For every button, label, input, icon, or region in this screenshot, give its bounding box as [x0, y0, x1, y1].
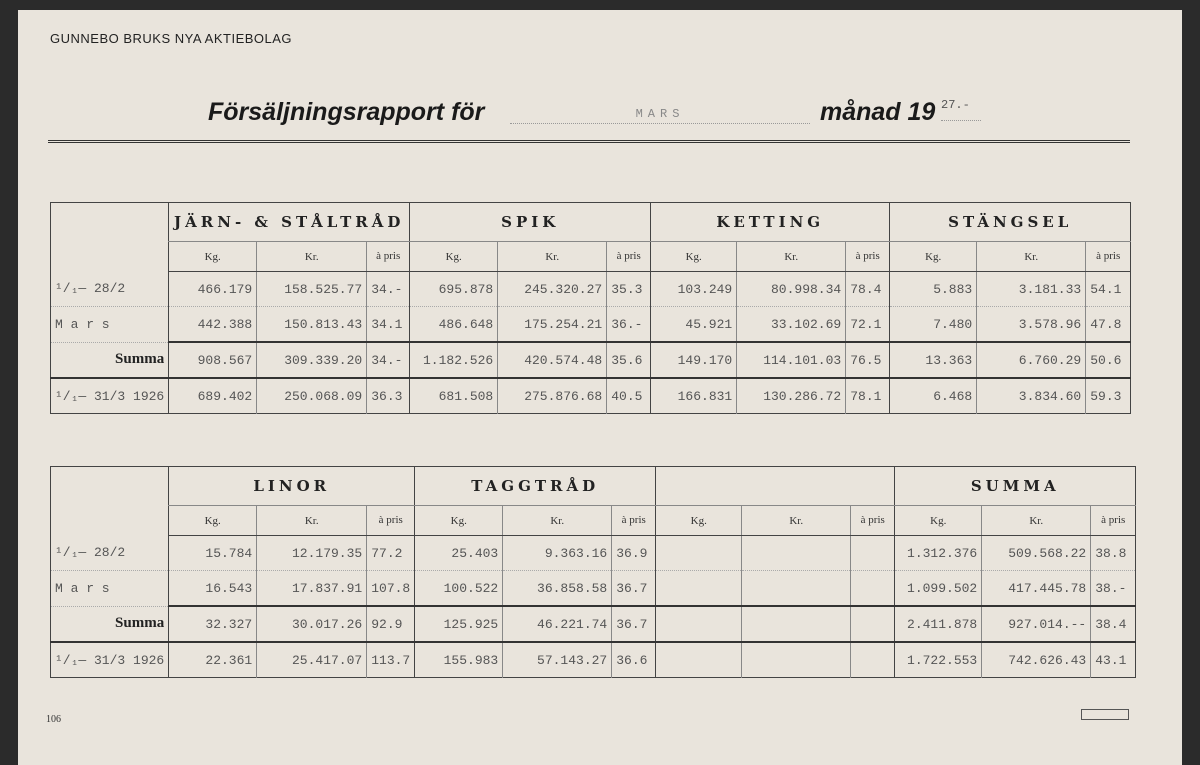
kg-cell: 25.403	[415, 536, 503, 571]
company-name: GUNNEBO BRUKS NYA AKTIEBOLAG	[50, 31, 293, 46]
kg-cell: 1.182.526	[410, 342, 498, 378]
price-cell	[851, 642, 895, 678]
kg-cell: 45.921	[651, 307, 737, 343]
kg-cell	[656, 642, 742, 678]
kg-cell: 486.648	[410, 307, 498, 343]
kr-cell	[742, 642, 851, 678]
column-header: à pris	[612, 506, 656, 536]
column-header: Kr.	[742, 506, 851, 536]
column-header: Kg.	[890, 242, 977, 272]
price-cell: 36.7	[612, 606, 656, 642]
kr-cell: 250.068.09	[257, 378, 367, 414]
price-cell: 38.8	[1091, 536, 1136, 571]
price-cell: 76.5	[846, 342, 890, 378]
report-sheet	[18, 10, 1182, 765]
price-cell: 35.3	[607, 272, 651, 307]
column-header: Kg.	[410, 242, 498, 272]
row-label: M a r s	[51, 307, 169, 343]
sales-table-1	[50, 202, 1131, 414]
price-cell: 36.-	[607, 307, 651, 343]
row-label: M a r s	[51, 571, 169, 607]
price-cell: 38.4	[1091, 606, 1136, 642]
kr-cell: 130.286.72	[737, 378, 846, 414]
kg-cell: 689.402	[169, 378, 257, 414]
report-title: Försäljningsrapport för	[208, 98, 485, 126]
kr-cell	[742, 571, 851, 607]
column-header: Kg.	[651, 242, 737, 272]
row-label: ¹/₁— 31/3 1926	[51, 642, 169, 678]
page-number: 106	[46, 714, 61, 725]
row-label: ¹/₁— 28/2	[51, 272, 169, 307]
column-header: Kg.	[656, 506, 742, 536]
kg-cell: 695.878	[410, 272, 498, 307]
kg-cell: 125.925	[415, 606, 503, 642]
sales-table-2	[50, 466, 1136, 678]
column-header: Kr.	[257, 506, 367, 536]
kg-cell: 1.099.502	[895, 571, 982, 607]
group-header: LINOR	[169, 467, 415, 506]
price-cell: 35.6	[607, 342, 651, 378]
group-header: SPIK	[410, 203, 651, 242]
row-label: ¹/₁— 31/3 1926	[51, 378, 169, 414]
column-header: Kr.	[498, 242, 607, 272]
kg-cell: 103.249	[651, 272, 737, 307]
kg-cell: 442.388	[169, 307, 257, 343]
kr-cell: 3.834.60	[977, 378, 1086, 414]
kr-cell: 6.760.29	[977, 342, 1086, 378]
kr-cell: 57.143.27	[503, 642, 612, 678]
price-cell: 92.9	[367, 606, 415, 642]
price-cell: 50.6	[1086, 342, 1131, 378]
kr-cell	[742, 536, 851, 571]
price-cell: 34.-	[367, 342, 410, 378]
price-cell: 43.1	[1091, 642, 1136, 678]
price-cell: 34.1	[367, 307, 410, 343]
column-header: à pris	[367, 506, 415, 536]
column-header: Kr.	[977, 242, 1086, 272]
column-header: Kr.	[503, 506, 612, 536]
group-header: JÄRN- & STÅLTRÅD	[169, 203, 410, 242]
column-header: à pris	[846, 242, 890, 272]
kg-cell: 2.411.878	[895, 606, 982, 642]
kg-cell: 466.179	[169, 272, 257, 307]
kg-cell	[656, 571, 742, 607]
kg-cell: 908.567	[169, 342, 257, 378]
column-header: à pris	[607, 242, 651, 272]
printer-stamp	[1081, 709, 1129, 720]
table-row	[51, 378, 1131, 414]
kr-cell: 46.221.74	[503, 606, 612, 642]
kg-cell: 16.543	[169, 571, 257, 607]
kg-cell	[656, 606, 742, 642]
column-header: Kr.	[982, 506, 1091, 536]
table-row	[51, 536, 1136, 571]
report-month: MARS	[510, 107, 810, 124]
kg-cell: 100.522	[415, 571, 503, 607]
table-row	[51, 342, 1131, 378]
kr-cell: 80.998.34	[737, 272, 846, 307]
column-header: Kr.	[737, 242, 846, 272]
group-header: STÄNGSEL	[890, 203, 1131, 242]
kr-cell: 25.417.07	[257, 642, 367, 678]
price-cell: 36.9	[612, 536, 656, 571]
kr-cell: 30.017.26	[257, 606, 367, 642]
kg-cell: 13.363	[890, 342, 977, 378]
kg-cell: 166.831	[651, 378, 737, 414]
kr-cell: 3.181.33	[977, 272, 1086, 307]
kg-cell: 681.508	[410, 378, 498, 414]
kg-cell: 1.312.376	[895, 536, 982, 571]
price-cell: 78.4	[846, 272, 890, 307]
column-header: à pris	[1086, 242, 1131, 272]
price-cell: 36.6	[612, 642, 656, 678]
kr-cell: 12.179.35	[257, 536, 367, 571]
price-cell: 107.8	[367, 571, 415, 607]
kr-cell: 3.578.96	[977, 307, 1086, 343]
column-header: Kr.	[257, 242, 367, 272]
kg-cell: 155.983	[415, 642, 503, 678]
kr-cell: 36.858.58	[503, 571, 612, 607]
column-header: Kg.	[895, 506, 982, 536]
kr-cell: 509.568.22	[982, 536, 1091, 571]
kr-cell: 114.101.03	[737, 342, 846, 378]
price-cell: 36.3	[367, 378, 410, 414]
row-label-header	[51, 203, 169, 272]
column-header: à pris	[851, 506, 895, 536]
report-title-suffix: månad 19	[820, 98, 936, 126]
table-row	[51, 307, 1131, 343]
row-label: ¹/₁— 28/2	[51, 536, 169, 571]
kr-cell: 420.574.48	[498, 342, 607, 378]
column-header: Kg.	[415, 506, 503, 536]
price-cell: 72.1	[846, 307, 890, 343]
price-cell: 59.3	[1086, 378, 1131, 414]
kg-cell	[656, 536, 742, 571]
kr-cell: 417.445.78	[982, 571, 1091, 607]
kr-cell: 175.254.21	[498, 307, 607, 343]
price-cell: 78.1	[846, 378, 890, 414]
table-row	[51, 272, 1131, 307]
report-year: 27.-	[941, 98, 981, 121]
title-divider	[48, 140, 1130, 143]
price-cell: 38.-	[1091, 571, 1136, 607]
table-row	[51, 571, 1136, 607]
kr-cell: 150.813.43	[257, 307, 367, 343]
price-cell	[851, 536, 895, 571]
group-header: SUMMA	[895, 467, 1136, 506]
column-header: à pris	[1091, 506, 1136, 536]
price-cell: 47.8	[1086, 307, 1131, 343]
column-header: Kg.	[169, 506, 257, 536]
kr-cell: 309.339.20	[257, 342, 367, 378]
row-label: Summa	[51, 342, 169, 378]
kg-cell: 22.361	[169, 642, 257, 678]
kg-cell: 32.327	[169, 606, 257, 642]
table-row	[51, 642, 1136, 678]
table-row	[51, 606, 1136, 642]
group-header: TAGGTRÅD	[415, 467, 656, 506]
kr-cell: 9.363.16	[503, 536, 612, 571]
row-label-header	[51, 467, 169, 536]
kg-cell: 6.468	[890, 378, 977, 414]
kr-cell: 33.102.69	[737, 307, 846, 343]
group-header: KETTING	[651, 203, 890, 242]
price-cell: 36.7	[612, 571, 656, 607]
kr-cell: 245.320.27	[498, 272, 607, 307]
kg-cell: 15.784	[169, 536, 257, 571]
kg-cell: 5.883	[890, 272, 977, 307]
kr-cell: 17.837.91	[257, 571, 367, 607]
kr-cell: 927.014.--	[982, 606, 1091, 642]
kr-cell: 275.876.68	[498, 378, 607, 414]
price-cell	[851, 606, 895, 642]
column-header: à pris	[367, 242, 410, 272]
column-header: Kg.	[169, 242, 257, 272]
kg-cell: 1.722.553	[895, 642, 982, 678]
group-header	[656, 467, 895, 506]
price-cell: 77.2	[367, 536, 415, 571]
kr-cell: 742.626.43	[982, 642, 1091, 678]
price-cell: 54.1	[1086, 272, 1131, 307]
price-cell: 113.7	[367, 642, 415, 678]
kr-cell: 158.525.77	[257, 272, 367, 307]
price-cell	[851, 571, 895, 607]
kg-cell: 149.170	[651, 342, 737, 378]
kg-cell: 7.480	[890, 307, 977, 343]
row-label: Summa	[51, 606, 169, 642]
price-cell: 34.-	[367, 272, 410, 307]
price-cell: 40.5	[607, 378, 651, 414]
kr-cell	[742, 606, 851, 642]
